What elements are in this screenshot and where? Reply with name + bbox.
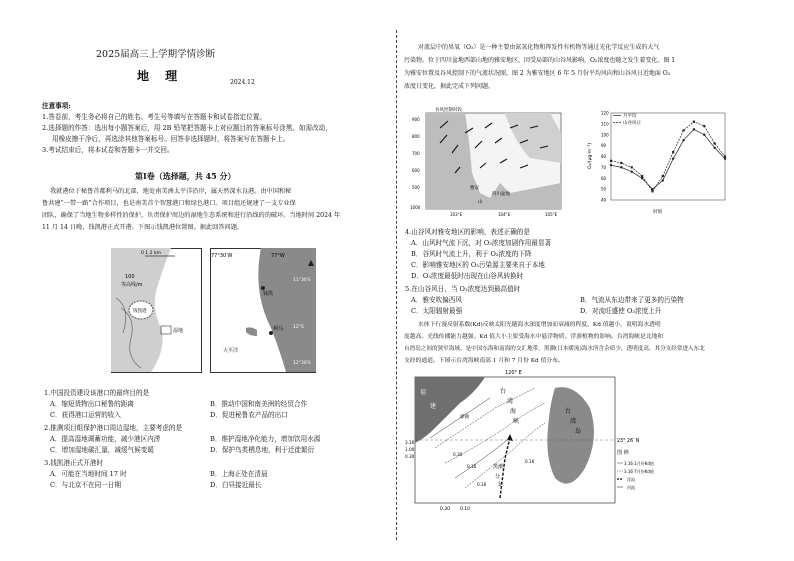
map-label: 分 [495,474,501,480]
legend-entry: 洋流 [627,477,635,482]
option-d[interactable]: D．白昼接近最长 [210,481,262,489]
yaan-label: 雅安 [470,186,479,191]
note-line: 1.答卷前，考生务必将自己的姓名、考生号等填写在答题卡和试卷指定位置。 [42,113,266,121]
option-a[interactable]: A．山风时气流下沉，对 O₃浓度加剧作用最显著 [411,239,552,247]
option-c[interactable]: C．影响雅安地区的 O₃污染源主要来自于本地 [411,261,545,269]
lon-label: 77°W [271,253,285,259]
legend-entry: 山谷风日 [623,121,641,126]
map-label: 澎湖 [460,415,469,420]
note-line: 用橡皮擦干净后，再选涂其他答案标号。回答非选择题时，将答案写在答题卡上。 [52,135,290,143]
y-tick: 1000 [410,205,421,210]
passage-line: 水体下行漫反射系数(Kd)反映太阳光随海水深度增加而衰减的程度，Kd 值越小，说明海水透明 [418,322,661,328]
kd-value: 3.16 [405,440,415,445]
kd-value: 1.00 [405,447,415,452]
data-point [672,157,674,159]
question-stem: 1.中国投资建设该港口的最终目的是 [44,389,150,397]
kd-value: 0.16 [467,464,477,469]
y-tick: 700 [412,151,420,156]
legend-entry: 3.16 7月份Kd值 [624,469,654,474]
data-point [724,157,726,159]
lat-label: 12°30′S [293,361,311,366]
kd-value: 0.30 [453,452,463,457]
note-line: 2.选择题的作答：选出每小题答案后，用 2B 铅笔把答题卡上对应题目的答案标号涂黑。如需改动， [42,124,332,132]
y-tick-label: 90 [601,143,607,149]
passage-line: 鲁共建“一带一路”合作项目，也是南美首个智慧港口和绿色港口。项目组还规建了一支专业保 [42,200,296,207]
valley-wind-figure [410,103,565,218]
series-line [611,129,725,189]
exam-date: 2024.12 [230,79,255,86]
option-d[interactable]: D．O₃浓度最低时出现在山谷风转换时 [411,272,524,280]
map-label: 峡 [513,418,520,425]
passage-line: 度越高。光线传播能力越强。Kd 值大小主要受海水中悬浮物质、浮游植物的影响。台湾海峡是北地和 [404,334,664,340]
data-point [610,160,612,162]
data-point [610,164,612,166]
y-tick-label: 40 [601,197,607,203]
kd-value: 0.30 [405,454,415,459]
map-label: 湾 [570,418,577,425]
subject-title: 地 理 [137,69,184,83]
data-point [641,175,643,177]
contour-value: 100 [125,274,135,280]
data-point [724,155,726,157]
y-tick-label: 100 [601,132,609,138]
passage-line: 污染物。位于四川盆地西部山地的雅安地区，因受局部的山谷风影响，O₃浓度也随之发生着变化。图 1 [404,57,676,64]
option-c[interactable]: C．与北京不在同一日期 [50,481,121,489]
map-label: 黑潮 [493,464,504,470]
port-label: 钱凯港 [133,309,147,314]
o3-chart [585,105,735,215]
lat-label: 11°30′S [293,278,311,283]
option-d[interactable]: D．促进秘鲁农产品的出口 [210,411,288,419]
question-stem: 4.山谷风对雅安地区的影响，表述正确的是 [405,228,530,236]
kd-value: 0.30 [440,507,451,512]
passage-line: 对流层中的臭氧（O₃）是一种主要由氮氧化物和挥发性有机物等通过光化学反应生成的大气 [418,44,660,51]
option-d[interactable]: D．保护鸟类栖息地，利于迁徙繁衍 [210,446,315,454]
y-tick-label: 80 [601,154,607,159]
plot-frame [611,113,725,200]
kd-distribution-map [405,368,665,513]
map-label: 台 [565,408,572,415]
legend-title: 图 例 [617,450,629,456]
option-b[interactable]: B．上海正处在清晨 [210,470,268,478]
kd-value: 0.10 [460,507,471,512]
data-point [631,171,633,173]
passage-line: 支经的通道。下图示台湾海峡南部 1 月和 7 月份 Kd 值分布。 [404,358,564,364]
mountain-label: 山 [478,200,483,205]
legend-entry: 3.16 1月份Kd值 [624,461,654,466]
map-label: 岛 [575,428,582,435]
notes-heading: 注意事项: [42,102,71,110]
passage-line: 团队，确保了当地生物多样性的保护，负责保护周边的湿地生态系统和进行沿线的的破坏。当地时间 2024 年 [42,212,341,219]
data-point [682,139,684,141]
y-tick: 500 [412,185,420,190]
data-point [651,190,653,192]
data-point [693,121,695,123]
option-c[interactable]: C．太阳辐射最强 [411,307,463,315]
basin-label: 四川盆地 [492,192,510,197]
question-stem: 2.推测项目组保护港口周边湿地，主要考虑的是 [44,424,183,432]
map-label: 湾 [507,398,514,405]
passage-line: 我就港位于秘鲁首都利马的北部，地处南美洲太平洋沿岸，属天然深水良港。由中国和秘 [50,188,292,195]
data-point [703,134,705,136]
map-label: 福 [420,389,427,396]
exam-title: 2025届高三上学期学情诊断 [96,49,216,60]
passage-line: 11 月 14 日晚，钱凯港正式开港。下图示钱凯港位置图。据此回答问题。 [42,224,244,231]
city-label: 钱凯 [263,291,274,297]
port-location-map [111,248,316,373]
data-point [620,162,622,164]
column-divider [396,30,397,540]
x-tick: 105°E [545,212,558,217]
wetland-label: 湿地 [173,328,184,334]
data-point [631,166,633,168]
x-tick: 103°E [450,212,463,217]
y-tick: 600 [412,168,420,173]
y-tick-label: 120 [601,110,609,116]
question-stem: 5.在山谷风日，当 O₃浓度达到最高值时 [405,285,521,293]
option-a[interactable]: A．雅安吹偏西风 [411,296,462,304]
option-b[interactable]: B．维护湿地净化能力，增加饮用水源 [210,435,321,443]
option-c[interactable]: C．增加湿地碳汇量，减缓气候变暖 [50,446,154,454]
kd-value: 0.16 [477,482,487,487]
fig1-caption: 谷风控制时段 [435,108,462,113]
data-point [662,175,664,177]
y-tick-label: 50 [601,186,607,192]
map-label: 建 [430,403,437,410]
data-point [693,128,695,130]
y-tick: 800 [412,134,420,139]
data-point [703,125,705,127]
scale-bar-label: 0 1 2 km [141,251,161,256]
lat-label: 12°S [293,325,304,330]
contour-legend: 等高线/m [121,282,143,288]
option-a[interactable]: A．提高湿地调蓄功能，减少港区内涝 [50,435,161,443]
option-a[interactable]: A．缩短货物出口秘鲁的距离 [50,400,134,408]
map-label: 支 [497,482,503,488]
passage-line: 台湾岛之间的狭窄海域，是中国东海和南海的交汇地带。黑潮(日本暖流)海水所含杂质少，透明度高，其分支经常进入东北 [404,346,705,352]
lat-label: 23° 26′ N [617,439,640,444]
data-point [714,142,716,144]
y-tick-label: 70 [601,164,607,170]
note-line: 3.考试结束后，将本试卷和答题卡一并交回。 [42,146,174,154]
option-b[interactable]: B．谷风时气流上升，利于 O₃浓度的下降 [411,250,532,258]
passage-line: 浓度日变化，据此完成下列问题。 [404,83,495,90]
section-heading: 第Ⅰ卷（选择题，共 45 分） [135,171,236,181]
data-point [672,151,674,153]
option-d[interactable]: D．对流旺盛使 O₃浓度上升 [580,307,662,315]
legend-entry: 月平均 [623,114,637,119]
map-label: 台 [500,388,507,395]
lon-label: 77°30′W [211,253,233,259]
option-b[interactable]: B．推动中国和南美洲的经贸合作 [210,400,308,408]
option-a[interactable]: A．可能在当地时间 17 时 [50,470,127,478]
y-tick: 900 [412,117,420,122]
y-tick-label: 110 [601,121,609,127]
data-point [620,166,622,168]
question-stem: 3.钱凯港正式开港时 [44,459,104,467]
x-axis-label: 时刻 [653,210,662,215]
x-tick: 104°E [498,212,511,217]
option-c[interactable]: C．获得港口运营的收入 [50,411,121,419]
y-axis-label: O₃/(μg·m⁻³) [588,142,593,169]
y-tick-label: 60 [601,175,607,181]
map-label: 海 [510,408,517,415]
series-line [611,122,725,192]
lon-label: 120° E [505,370,522,376]
legend-entry: 河流 [627,485,635,490]
option-b[interactable]: B．气流从东边带来了更多的污染物 [580,296,684,304]
data-point [662,179,664,181]
passage-line: 为雅安位置及谷风控制下的气流状况图，图 2 为雅安地区 6 年 5 月份平均风向和山谷风日近地面 O₃ [404,70,671,77]
kd-value: 0.16 [525,459,535,464]
data-point [713,147,715,149]
city-label: 利马 [273,326,284,332]
data-point [682,129,684,131]
sea-label: 大平洋 [223,348,239,354]
